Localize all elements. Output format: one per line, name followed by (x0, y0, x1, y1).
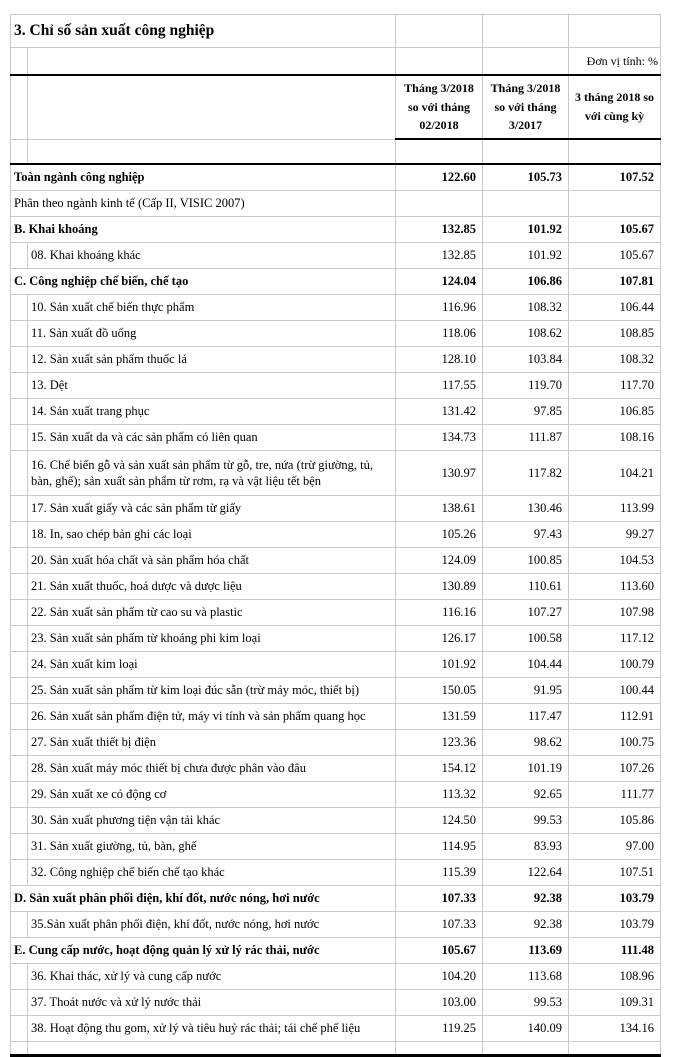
row-value: 132.85 (396, 243, 483, 269)
table-row (11, 496, 661, 522)
row-value: 134.16 (569, 1016, 661, 1042)
indent-cell (11, 990, 28, 1016)
row-label: E. Cung cấp nước, hoạt động quản lý xử lý rác thải, nước (11, 938, 396, 964)
empty-cell (483, 15, 569, 48)
indent-cell (11, 548, 28, 574)
table-row (11, 964, 661, 990)
row-value: 97.00 (569, 834, 661, 860)
row-value: 113.60 (569, 574, 661, 600)
row-label: 26. Sản xuất sản phẩm điện tử, máy vi tính và sản phẩm quang học (28, 704, 396, 730)
table-row (11, 191, 661, 217)
bottom-spacer-row (11, 1042, 661, 1056)
empty-cell (28, 75, 396, 139)
row-value: 122.60 (396, 164, 483, 191)
indent-cell (11, 373, 28, 399)
table-row (11, 451, 661, 496)
indent-cell (11, 730, 28, 756)
row-value: 108.16 (569, 425, 661, 451)
row-value: 101.92 (483, 243, 569, 269)
table-row (11, 834, 661, 860)
row-label: C. Công nghiệp chế biến, chế tạo (11, 269, 396, 295)
table-row (11, 912, 661, 938)
table-row (11, 243, 661, 269)
row-value: 117.82 (483, 451, 569, 496)
row-label: D. Sản xuất phân phối điện, khí đốt, nước nóng, hơi nước (11, 886, 396, 912)
row-value: 131.59 (396, 704, 483, 730)
row-value: 99.53 (483, 990, 569, 1016)
column-header-month-vs-prev-month: Tháng 3/2018 so với tháng 02/2018 (396, 75, 483, 139)
row-value (396, 191, 483, 217)
empty-cell (28, 1042, 396, 1056)
row-label: 10. Sản xuất chế biến thực phẩm (28, 295, 396, 321)
indent-cell (11, 243, 28, 269)
row-value: 107.33 (396, 886, 483, 912)
row-value: 103.79 (569, 912, 661, 938)
indent-cell (11, 522, 28, 548)
row-value: 108.96 (569, 964, 661, 990)
row-value: 99.27 (569, 522, 661, 548)
row-value: 112.91 (569, 704, 661, 730)
indent-cell (11, 48, 28, 76)
column-header-row (11, 75, 661, 139)
row-value: 130.46 (483, 496, 569, 522)
row-value: 108.62 (483, 321, 569, 347)
indent-cell (11, 295, 28, 321)
row-value: 103.79 (569, 886, 661, 912)
row-value (483, 191, 569, 217)
table-row (11, 217, 661, 243)
table-row (11, 730, 661, 756)
row-value: 154.12 (396, 756, 483, 782)
page-title: 3. Chỉ số sản xuất công nghiệp (11, 15, 396, 48)
row-label: 25. Sản xuất sản phẩm từ kim loại đúc sẵn (trừ máy móc, thiết bị) (28, 678, 396, 704)
row-value: 108.85 (569, 321, 661, 347)
row-value: 100.85 (483, 548, 569, 574)
row-value: 92.65 (483, 782, 569, 808)
row-value: 113.99 (569, 496, 661, 522)
table-row (11, 886, 661, 912)
row-value: 126.17 (396, 626, 483, 652)
row-value: 140.09 (483, 1016, 569, 1042)
table-row (11, 373, 661, 399)
indent-cell (11, 860, 28, 886)
row-label: 22. Sản xuất sản phẩm từ cao su và plastic (28, 600, 396, 626)
row-value: 114.95 (396, 834, 483, 860)
table-row (11, 1016, 661, 1042)
table-row (11, 269, 661, 295)
empty-cell (396, 1042, 483, 1056)
row-value: 111.87 (483, 425, 569, 451)
row-value: 122.64 (483, 860, 569, 886)
indent-cell (11, 496, 28, 522)
table-body (11, 164, 661, 1042)
row-value: 107.51 (569, 860, 661, 886)
row-label: 08. Khai khoáng khác (28, 243, 396, 269)
row-label: 32. Công nghiệp chế biến chế tạo khác (28, 860, 396, 886)
indent-cell (11, 678, 28, 704)
table-row (11, 808, 661, 834)
table-row (11, 990, 661, 1016)
row-value: 124.09 (396, 548, 483, 574)
row-label: 20. Sản xuất hóa chất và sản phẩm hóa chất (28, 548, 396, 574)
table-row (11, 938, 661, 964)
table-row (11, 626, 661, 652)
indent-cell (11, 1042, 28, 1056)
row-value: 117.70 (569, 373, 661, 399)
row-value: 103.84 (483, 347, 569, 373)
empty-cell (483, 1042, 569, 1056)
row-label: 29. Sản xuất xe có động cơ (28, 782, 396, 808)
row-value: 107.27 (483, 600, 569, 626)
empty-cell (396, 139, 483, 164)
spacer-row (11, 139, 661, 164)
row-label: 14. Sản xuất trang phục (28, 399, 396, 425)
row-value: 83.93 (483, 834, 569, 860)
row-value: 116.16 (396, 600, 483, 626)
row-value: 105.73 (483, 164, 569, 191)
table-row (11, 652, 661, 678)
row-value: 150.05 (396, 678, 483, 704)
table-row (11, 860, 661, 886)
row-value: 132.85 (396, 217, 483, 243)
table-row (11, 782, 661, 808)
row-value: 100.75 (569, 730, 661, 756)
row-value: 117.47 (483, 704, 569, 730)
row-value: 123.36 (396, 730, 483, 756)
row-value: 117.12 (569, 626, 661, 652)
row-label: 17. Sản xuất giấy và các sản phẩm từ giấy (28, 496, 396, 522)
row-value: 105.67 (396, 938, 483, 964)
row-value: 106.86 (483, 269, 569, 295)
row-value: 119.25 (396, 1016, 483, 1042)
row-value: 97.43 (483, 522, 569, 548)
indent-cell (11, 652, 28, 678)
indent-cell (11, 756, 28, 782)
row-value: 131.42 (396, 399, 483, 425)
row-value: 98.62 (483, 730, 569, 756)
table-row (11, 321, 661, 347)
row-value: 97.85 (483, 399, 569, 425)
row-value: 101.92 (396, 652, 483, 678)
indent-cell (11, 75, 28, 139)
table-row (11, 347, 661, 373)
row-label: 38. Hoạt động thu gom, xử lý và tiêu huỷ rác thải; tái chế phế liệu (28, 1016, 396, 1042)
table-row (11, 548, 661, 574)
row-label: 28. Sản xuất máy móc thiết bị chưa được phân vào đâu (28, 756, 396, 782)
row-label: 36. Khai thác, xử lý và cung cấp nước (28, 964, 396, 990)
row-value: 103.00 (396, 990, 483, 1016)
indent-cell (11, 451, 28, 496)
empty-cell (569, 139, 661, 164)
row-value: 107.26 (569, 756, 661, 782)
row-value: 92.38 (483, 912, 569, 938)
row-label: Phân theo ngành kinh tế (Cấp II, VISIC 2007) (11, 191, 396, 217)
row-label: 35.Sản xuất phân phối điện, khí đốt, nước nóng, hơi nước (28, 912, 396, 938)
industrial-production-table (10, 14, 661, 1057)
row-value: 104.44 (483, 652, 569, 678)
row-value: 104.53 (569, 548, 661, 574)
row-value: 138.61 (396, 496, 483, 522)
row-value: 101.19 (483, 756, 569, 782)
table-row (11, 399, 661, 425)
row-value: 107.52 (569, 164, 661, 191)
indent-cell (11, 808, 28, 834)
indent-cell (11, 912, 28, 938)
row-value: 100.44 (569, 678, 661, 704)
row-value: 119.70 (483, 373, 569, 399)
row-label: 12. Sản xuất sản phẩm thuốc lá (28, 347, 396, 373)
row-value: 115.39 (396, 860, 483, 886)
row-label: B. Khai khoáng (11, 217, 396, 243)
table-row (11, 574, 661, 600)
row-value: 124.50 (396, 808, 483, 834)
table-row (11, 522, 661, 548)
indent-cell (11, 600, 28, 626)
row-label: Toàn ngành công nghiệp (11, 164, 396, 191)
table-row (11, 164, 661, 191)
row-value: 106.44 (569, 295, 661, 321)
column-header-3-months-vs-same-period: 3 tháng 2018 so với cùng kỳ (569, 75, 661, 139)
row-value: 107.81 (569, 269, 661, 295)
row-value: 99.53 (483, 808, 569, 834)
row-value: 117.55 (396, 373, 483, 399)
row-label: 31. Sản xuất giường, tủ, bàn, ghế (28, 834, 396, 860)
row-value: 92.38 (483, 886, 569, 912)
row-value: 105.86 (569, 808, 661, 834)
row-value: 100.79 (569, 652, 661, 678)
empty-cell (569, 15, 661, 48)
indent-cell (11, 964, 28, 990)
row-value: 108.32 (483, 295, 569, 321)
row-label: 27. Sản xuất thiết bị điện (28, 730, 396, 756)
empty-cell (28, 48, 396, 76)
column-header-month-vs-same-month: Tháng 3/2018 so với tháng 3/2017 (483, 75, 569, 139)
row-value: 106.85 (569, 399, 661, 425)
row-value: 130.89 (396, 574, 483, 600)
row-value: 116.96 (396, 295, 483, 321)
row-value: 104.20 (396, 964, 483, 990)
row-value: 107.98 (569, 600, 661, 626)
row-value: 104.21 (569, 451, 661, 496)
row-value: 111.77 (569, 782, 661, 808)
indent-cell (11, 321, 28, 347)
row-value: 118.06 (396, 321, 483, 347)
row-value: 124.04 (396, 269, 483, 295)
row-value: 113.69 (483, 938, 569, 964)
row-value: 113.32 (396, 782, 483, 808)
empty-cell (396, 48, 483, 76)
row-label: 13. Dệt (28, 373, 396, 399)
table-row (11, 295, 661, 321)
row-value: 105.67 (569, 217, 661, 243)
unit-label: Đơn vị tính: % (569, 48, 661, 76)
indent-cell (11, 425, 28, 451)
row-value: 105.26 (396, 522, 483, 548)
indent-cell (11, 704, 28, 730)
row-label: 11. Sản xuất đồ uống (28, 321, 396, 347)
row-value: 107.33 (396, 912, 483, 938)
table-row (11, 704, 661, 730)
empty-cell (396, 15, 483, 48)
row-label: 37. Thoát nước và xử lý nước thải (28, 990, 396, 1016)
row-label: 23. Sản xuất sản phẩm từ khoáng phi kim loại (28, 626, 396, 652)
row-value: 109.31 (569, 990, 661, 1016)
row-value: 101.92 (483, 217, 569, 243)
title-row (11, 15, 661, 48)
row-value: 130.97 (396, 451, 483, 496)
empty-cell (569, 1042, 661, 1056)
row-value: 110.61 (483, 574, 569, 600)
table-row (11, 600, 661, 626)
row-value: 91.95 (483, 678, 569, 704)
row-label: 15. Sản xuất da và các sản phẩm có liên quan (28, 425, 396, 451)
indent-cell (11, 399, 28, 425)
row-value: 134.73 (396, 425, 483, 451)
indent-cell (11, 139, 28, 164)
row-value: 108.32 (569, 347, 661, 373)
row-label: 30. Sản xuất phương tiện vận tải khác (28, 808, 396, 834)
unit-row (11, 48, 661, 76)
indent-cell (11, 347, 28, 373)
empty-cell (28, 139, 396, 164)
indent-cell (11, 1016, 28, 1042)
industrial-production-index-sheet (10, 14, 661, 1057)
indent-cell (11, 782, 28, 808)
row-value: 100.58 (483, 626, 569, 652)
row-label: 16. Chế biến gỗ và sản xuất sản phẩm từ gỗ, tre, nứa (trừ giường, tủ, bàn, ghế); sản xuất sản phẩm từ rơm, rạ và vật liệu tết bện (28, 451, 396, 496)
indent-cell (11, 626, 28, 652)
indent-cell (11, 574, 28, 600)
row-value: 111.48 (569, 938, 661, 964)
row-value: 128.10 (396, 347, 483, 373)
table-row (11, 425, 661, 451)
table-row (11, 678, 661, 704)
table-row (11, 756, 661, 782)
indent-cell (11, 834, 28, 860)
empty-cell (483, 48, 569, 76)
row-label: 18. In, sao chép bản ghi các loại (28, 522, 396, 548)
row-value: 113.68 (483, 964, 569, 990)
row-value: 105.67 (569, 243, 661, 269)
empty-cell (483, 139, 569, 164)
row-label: 24. Sản xuất kim loại (28, 652, 396, 678)
row-value (569, 191, 661, 217)
row-label: 21. Sản xuất thuốc, hoá dược và dược liệu (28, 574, 396, 600)
